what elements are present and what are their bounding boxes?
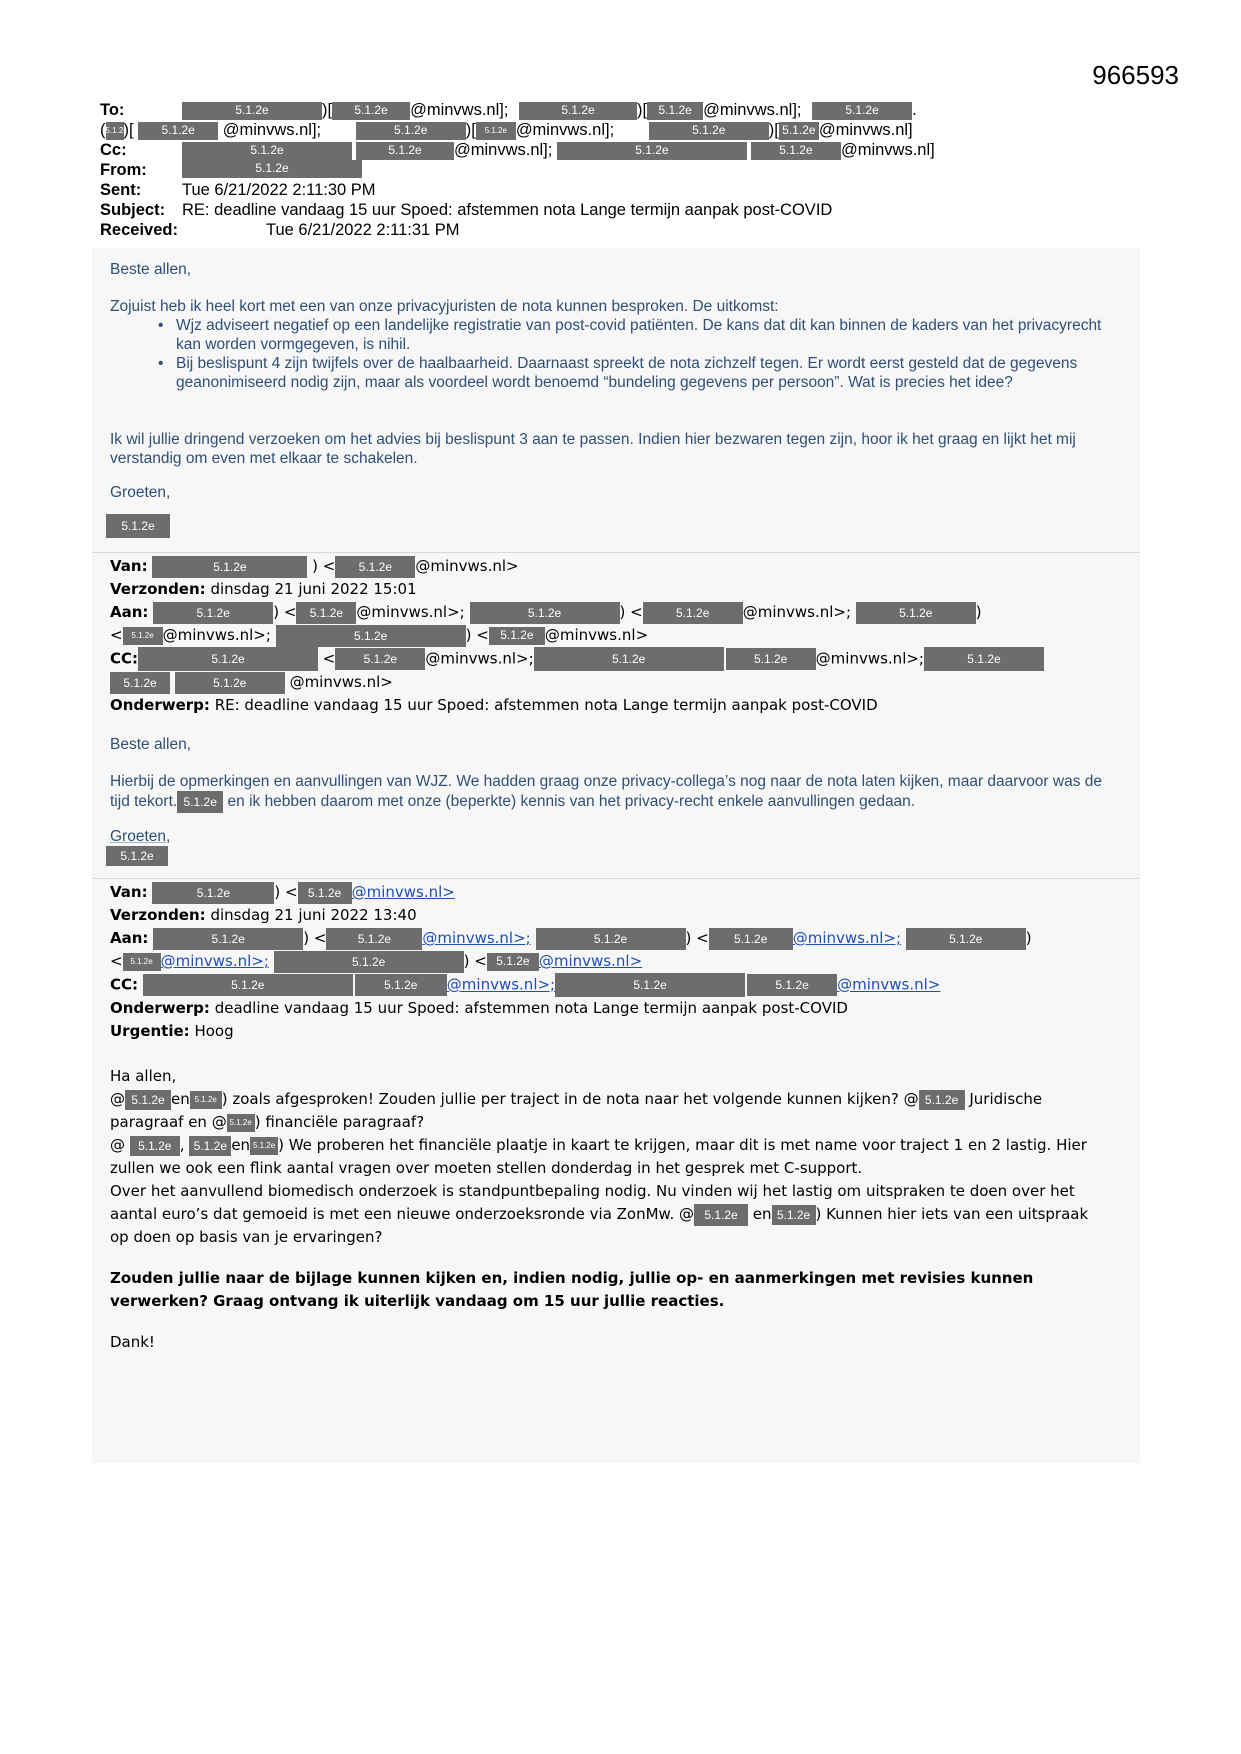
redaction: 5.1.2e	[476, 122, 516, 140]
redaction: 5.1.2e	[250, 1137, 278, 1155]
sent-label: Sent:	[100, 181, 142, 199]
email2-meta: Van: 5.1.2e ) < 5.1.2e @minvws.nl> Verzonden: dinsdag 21 juni 2022 15:01 Aan: 5.1.2e ) < 5.1.2e @minvws.nl>; 5.1.2e ) < 5.1.2e @minvws.nl>; 5.1.2e ) < 5.1.2e @minvws.nl>; 5.1.2e ) < 5.1.2e @minvws.nl> CC: 5.1.2e < 5.1.2e @minvws.nl>; 5.1.2e 5.1.2e @minvws.nl>; 5.1.2e 5.1.2e 5.1.2e @minvws.nl> Onderwerp: RE: deadline vandaag 15 uur Spoed: afstemmen nota Lange termijn aanpak post-COVID	[92, 553, 1140, 717]
email3-bold-request: Zouden jullie naar de bijlage kunnen kijken en, indien nodig, jullie op- en aanmerkingen met revisies kunnen verwerken? Graag ontvang ik uiterlijk vandaag om 15 uur jullie reacties.	[110, 1269, 1034, 1310]
redaction: 5.1.2e	[152, 556, 307, 578]
cc-label: Cc:	[100, 141, 127, 159]
email3-closing: Dank!	[110, 1333, 155, 1351]
redaction: 5.1.2e	[138, 122, 218, 140]
header-subject-row	[100, 200, 1130, 220]
redaction: 5.1.2e	[726, 648, 816, 670]
received-label: Received:	[100, 221, 178, 239]
subject-value: RE: deadline vandaag 15 uur Spoed: afstemmen nota Lange termijn aanpak post-COVID	[182, 201, 833, 219]
redaction: 5.1.2e	[143, 974, 353, 996]
redaction: 5.1.2e	[189, 1136, 231, 1156]
redaction: 5.1.2e	[274, 951, 464, 973]
subject-label: Subject:	[100, 201, 166, 219]
redaction: 5.1.2e	[153, 602, 273, 624]
email1-closing: Groeten,	[110, 484, 171, 501]
redaction: 5.1.2e	[536, 928, 686, 950]
email1-bullets	[110, 316, 1110, 392]
redaction: 5.1.2e	[296, 602, 356, 624]
email-thread	[92, 248, 1140, 1463]
redaction: 5.1.2e	[906, 928, 1026, 950]
document-number: 966593	[1092, 60, 1179, 90]
redaction: 5.1.2e	[470, 602, 620, 624]
redaction: 5.1.2e	[138, 647, 318, 671]
redaction: 5.1.2e	[153, 928, 303, 950]
email3-meta: Van: 5.1.2e ) < 5.1.2e @minvws.nl> Verzonden: dinsdag 21 juni 2022 13:40 Aan: 5.1.2e ) < 5.1.2e @minvws.nl>; 5.1.2e ) < 5.1.2e @minvws.nl>; 5.1.2e ) < 5.1.2e @minvws.nl>; 5.1.2e ) < 5.1.2e @minvws.nl> CC: 5.1.2e 5.1.2e @minvws.nl>; 5.1.2e 5.1.2e @minvws.nl> Onderwerp: deadline vandaag 15 uur Spoed: afstemmen nota Lange termijn aanpak post-COVID Urgentie: Hoog	[110, 883, 1032, 1040]
redaction: 5.1.2e	[534, 647, 724, 671]
redaction: 5.1.2e	[332, 102, 410, 120]
redaction: 5.1.2e	[335, 648, 425, 670]
redaction: 5.1.2e	[326, 928, 422, 950]
email1-intro: Zojuist heb ik heel kort met een van onze privacyjuristen de nota kunnen besproken. De uitkomst:	[110, 298, 779, 315]
header-to-row-2: (5.1.2e)[ 5.1.2e @minvws.nl]; 5.1.2e )[ 5.1.2e @minvws.nl]; 5.1.2e )[ 5.1.2e @minvws.nl]	[100, 121, 913, 139]
email3-body: Ha allen, @ 5.1.2e en 5.1.2e ) zoals afgesproken! Zouden jullie per traject in de nota naar het volgende kunnen kijken? @ 5.1.2e Juridische paragraaf en @ 5.1.2e ) financiële paragraaf? @ 5.1.2e , 5.1.2e en 5.1.2e ) We proberen het financiële plaatje in kaart te krijgen, maar dit is met name voor traject 1 en 2 lastig. Hier zullen we ook een flink aantal vragen over moeten stellen donderdag in het gesprek met C-support. Over het aanvullend biomedisch onderzoek is standpuntbepaling nodig. Nu vinden wij het lastig om uitspraken te doen over het aantal euro’s dat gemoeid is met een nieuwe onderzoeksronde via ZonMw. @ 5.1.2e en 5.1.2e ) Kunnen hier iets van een uitspraak op doen op basis van je ervaringen? Zouden jullie naar de bijlage kunnen kijken en, indien nodig, jullie op- en aanmerkingen met revisies kunnen verwerken? Graag ontvang ik uiterlijk vandaag om 15 uur jullie reacties. Dank!	[92, 1065, 1140, 1354]
redaction: 5.1.2e	[130, 1136, 180, 1156]
list-item: • Bij beslispunt 4 zijn twijfels over de haalbaarheid. Daarnaast spreekt de nota zichzelf tegen. Er wordt eerst gesteld dat de gegevens geanonimiseerd nodig zijn, maar als voordeel wordt benoemd “bundeling gegevens per persoon”. Wat is precies het idee?	[158, 354, 1110, 392]
redaction: 5.1.2e	[919, 1090, 965, 1110]
header-received-row	[100, 220, 1130, 240]
header-to-row: To: 5.1.2e )[ 5.1.2e @minvws.nl]; 5.1.2e )[ 5.1.2e @minvws.nl]; 5.1.2e .	[100, 101, 917, 119]
redaction: 5.1.2e	[152, 882, 274, 904]
redaction: 5.1.2e	[298, 882, 352, 904]
redaction: 5.1.2e	[335, 556, 415, 578]
to-label: To:	[100, 101, 125, 119]
header-from-row	[100, 160, 1130, 180]
redaction: 5.1.2e	[177, 791, 223, 813]
email1-greeting: Beste allen,	[110, 261, 191, 278]
header-cc-row: Cc: 5.1.2e 5.1.2e @minvws.nl]; 5.1.2e 5.1.2e @minvws.nl]	[100, 141, 935, 159]
received-value: Tue 6/21/2022 2:11:31 PM	[266, 221, 460, 239]
redaction: 5.1.2e	[106, 122, 124, 140]
redaction: 5.1.2e	[649, 122, 769, 140]
redaction: 5.1.2e	[227, 1114, 255, 1132]
redaction: 5.1.2e	[924, 647, 1044, 671]
email2-body: Beste allen, Hierbij de opmerkingen en aanvullingen van WJZ. We hadden graag onze privacy-collega’s nog naar de nota laten kijken, maar daarvoor was de tijd tekort. 5.1.2e en ik hebben daarom met onze (beperkte) kennis van het privacy-recht enkele aanvullingen gedaan. Groeten, 5.1.2e	[92, 735, 1140, 866]
redaction: 5.1.2e	[355, 974, 447, 996]
redaction: 5.1.2e	[555, 973, 745, 997]
sent-value: Tue 6/21/2022 2:11:30 PM	[182, 181, 376, 199]
redaction: 5.1.2e	[276, 625, 466, 647]
redaction: 5.1.2e	[175, 672, 285, 694]
email-header	[100, 100, 1130, 240]
redaction: 5.1.2e	[123, 953, 161, 971]
redaction: 5.1.2e	[356, 122, 466, 140]
redaction: 5.1.2e	[182, 142, 352, 160]
redaction: 5.1.2e	[694, 1204, 748, 1226]
redaction: 5.1.2e	[182, 160, 362, 178]
email1-request: Ik wil jullie dringend verzoeken om het advies bij beslispunt 3 aan te passen. Indien hier bezwaren tegen zijn, hoor ik het graag en lijkt het mij verstandig om even met elkaar te schakelen.	[110, 431, 1076, 467]
redaction: 5.1.2e	[751, 142, 841, 160]
redaction: 5.1.2e	[489, 627, 545, 645]
redaction: 5.1.2e	[356, 142, 454, 160]
redaction: 5.1.2e	[779, 122, 819, 140]
email1-body	[92, 260, 1140, 538]
redaction: 5.1.2e	[110, 672, 170, 694]
redaction: 5.1.2e	[647, 102, 703, 120]
header-sent-row	[100, 180, 1130, 200]
redaction: 5.1.2e	[557, 142, 747, 160]
redaction: 5.1.2e	[519, 102, 637, 120]
redaction: 5.1.2e	[747, 974, 837, 996]
redaction: 5.1.2e	[812, 102, 912, 120]
signature-redaction: 5.1.2e	[106, 846, 168, 866]
redaction: 5.1.2e	[856, 602, 976, 624]
redaction: 5.1.2e	[182, 102, 322, 120]
from-label: From:	[100, 161, 147, 179]
redaction: 5.1.2e	[487, 953, 539, 971]
redaction: 5.1.2e	[709, 928, 793, 950]
redaction: 5.1.2e	[190, 1091, 222, 1109]
signature-redaction: 5.1.2e	[106, 514, 170, 538]
list-item: • Wjz adviseert negatief op een landelijke registratie van post-covid patiënten. De kans dat dit kan binnen de kaders van het privacyrecht kan worden vormgegeven, is nihil.	[158, 316, 1110, 354]
redaction: 5.1.2e	[123, 627, 163, 645]
redaction: 5.1.2e	[643, 602, 743, 624]
redaction: 5.1.2e	[772, 1205, 816, 1225]
redaction: 5.1.2e	[125, 1090, 171, 1110]
